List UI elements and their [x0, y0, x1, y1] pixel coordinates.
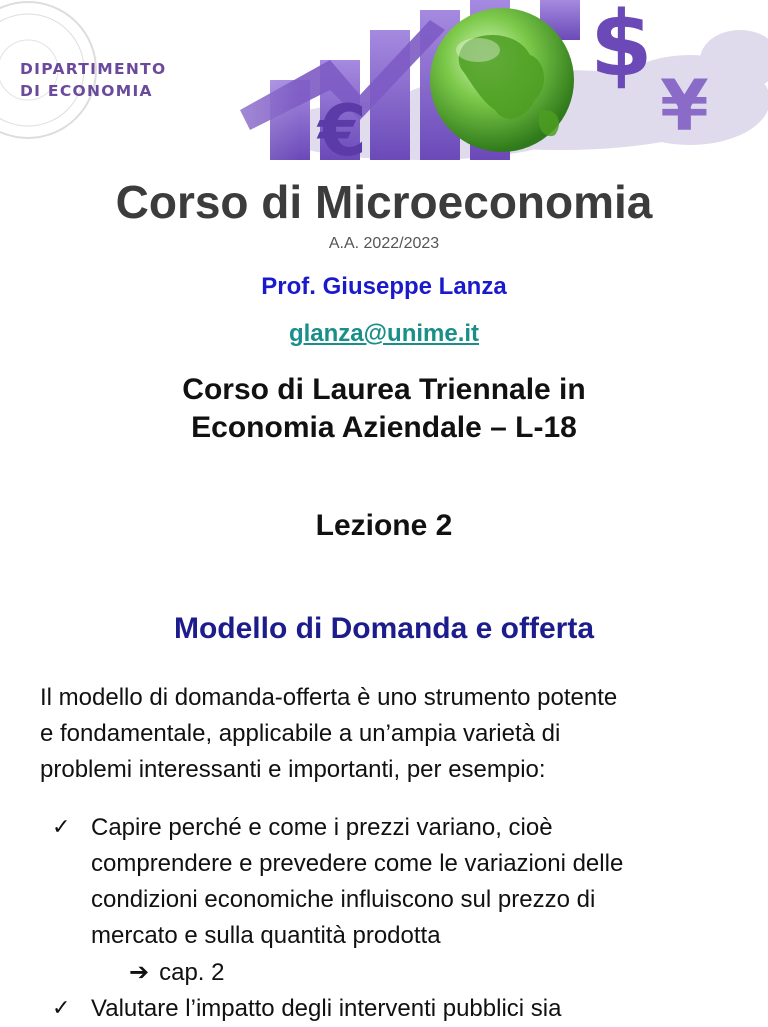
- department-line-2: DI ECONOMIA: [20, 82, 153, 100]
- professor-name: Prof. Giuseppe Lanza: [261, 273, 507, 300]
- chapter-ref-text: cap. 2: [159, 959, 225, 986]
- bullet-line: Valutare l’impatto degli interventi pubblici sia: [91, 995, 562, 1022]
- globe-icon: [430, 8, 574, 152]
- email-line: [0, 320, 768, 348]
- bullet-item: [40, 810, 760, 954]
- intro-line: e fondamentale, applicabile a un’ampia varietà di: [40, 720, 561, 747]
- section-title: Modello di Domanda e offerta: [173, 612, 595, 645]
- bullet-line: mercato e sulla quantità prodotta: [91, 922, 441, 949]
- bullet-line: comprendere e prevedere come le variazioni delle: [91, 850, 624, 877]
- department-line-1: DIPARTIMENTO: [20, 60, 167, 78]
- intro-line: Il modello di domanda-offerta è uno strumento potente: [40, 684, 618, 711]
- bullet-list: [40, 810, 760, 1027]
- check-icon: ✓: [52, 815, 71, 840]
- dollar-icon: $: [590, 0, 653, 97]
- academic-year: A.A. 2022/2023: [328, 235, 440, 252]
- header-banner: [0, 0, 768, 160]
- course-name: [0, 371, 768, 447]
- course-line-2: Economia Aziendale – L-18: [191, 411, 577, 444]
- bullet-item: [40, 991, 760, 1027]
- intro-line: problemi interessanti e importanti, per esempio:: [40, 756, 546, 783]
- lesson-number: Lezione 2: [315, 509, 453, 542]
- email-link[interactable]: glanza@unime.it: [288, 320, 480, 347]
- arrow-right-icon: ➔: [129, 958, 150, 986]
- euro-icon: €: [318, 90, 367, 160]
- department-label: [20, 58, 166, 102]
- intro-paragraph: [40, 680, 740, 788]
- bullet-line: condizioni economiche influiscono sul prezzo di: [91, 886, 596, 913]
- yen-icon: ¥: [660, 65, 709, 147]
- check-icon: ✓: [52, 996, 71, 1021]
- bullet-line: Capire perché e come i prezzi variano, cioè: [91, 814, 553, 841]
- page-title: Corso di Microeconomia: [115, 176, 653, 228]
- chapter-reference: [40, 954, 760, 991]
- course-line-1: Corso di Laurea Triennale in: [182, 373, 586, 406]
